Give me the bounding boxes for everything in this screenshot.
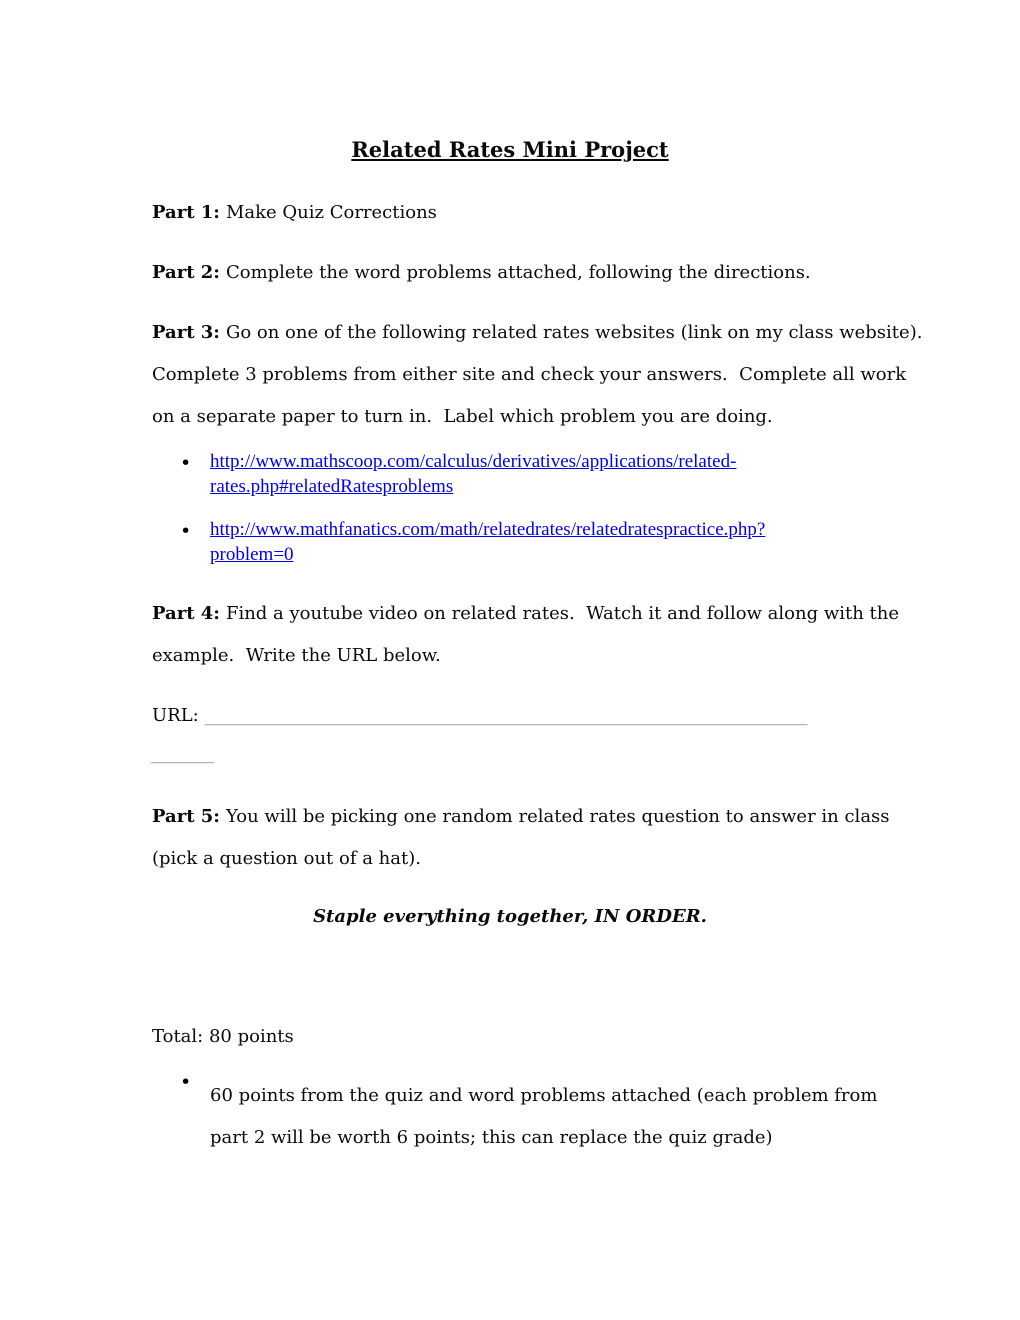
part3-line-2: Complete 3 problems from either site and check your answers. Complete all work xyxy=(152,364,907,385)
part1-line xyxy=(152,202,437,224)
part2-label: Part 2: xyxy=(152,262,220,283)
part3-text-1: Go on one of the following related rates websites (link on my class website). xyxy=(225,322,923,343)
points-bullet-line-2: part 2 will be worth 6 points; this can replace the quiz grade) xyxy=(210,1127,773,1148)
url-blank-line: ___________________________________________________________________ xyxy=(204,705,808,726)
bullet-icon: • xyxy=(180,1071,192,1093)
part3-label: Part 3: xyxy=(152,322,220,343)
total-points-line: Total: 80 points xyxy=(152,1026,294,1047)
part1-text: Make Quiz Corrections xyxy=(225,202,437,223)
part1-label: Part 1: xyxy=(152,202,220,223)
part4-line-2: example. Write the URL below. xyxy=(152,645,441,666)
mathfanatics-link-line-2[interactable]: problem=0 xyxy=(210,544,294,565)
url-blank-line-continued: _______ xyxy=(151,743,214,764)
part3-line-1 xyxy=(152,322,922,344)
part2-line xyxy=(152,262,811,284)
url-field-line xyxy=(152,705,807,727)
mathfanatics-link-line-1[interactable]: http://www.mathfanatics.com/math/relatedrates/relatedratespractice.php? xyxy=(210,519,766,540)
part5-line-1 xyxy=(152,806,890,828)
mathscoop-link-line-1[interactable]: http://www.mathscoop.com/calculus/derivatives/applications/related- xyxy=(210,451,737,472)
part3-line-3: on a separate paper to turn in. Label which problem you are doing. xyxy=(152,406,773,427)
part2-text: Complete the word problems attached, following the directions. xyxy=(225,262,811,283)
part4-text-1: Find a youtube video on related rates. Watch it and follow along with the xyxy=(225,603,900,624)
mathscoop-link-line-2[interactable]: rates.php#relatedRatesproblems xyxy=(210,476,454,497)
part5-label: Part 5: xyxy=(152,806,220,827)
part5-text-1: You will be picking one random related rates question to answer in class xyxy=(225,806,890,827)
part5-line-2: (pick a question out of a hat). xyxy=(152,848,421,869)
url-label: URL: xyxy=(152,705,199,726)
document-title: Related Rates Mini Project xyxy=(351,137,669,162)
points-bullet-line-1: 60 points from the quiz and word problems attached (each problem from xyxy=(210,1085,878,1106)
staple-note: Staple everything together, IN ORDER. xyxy=(313,906,707,927)
part4-line-1 xyxy=(152,603,899,625)
part4-label: Part 4: xyxy=(152,603,220,624)
bullet-icon: • xyxy=(180,452,192,474)
bullet-icon: • xyxy=(180,520,192,542)
